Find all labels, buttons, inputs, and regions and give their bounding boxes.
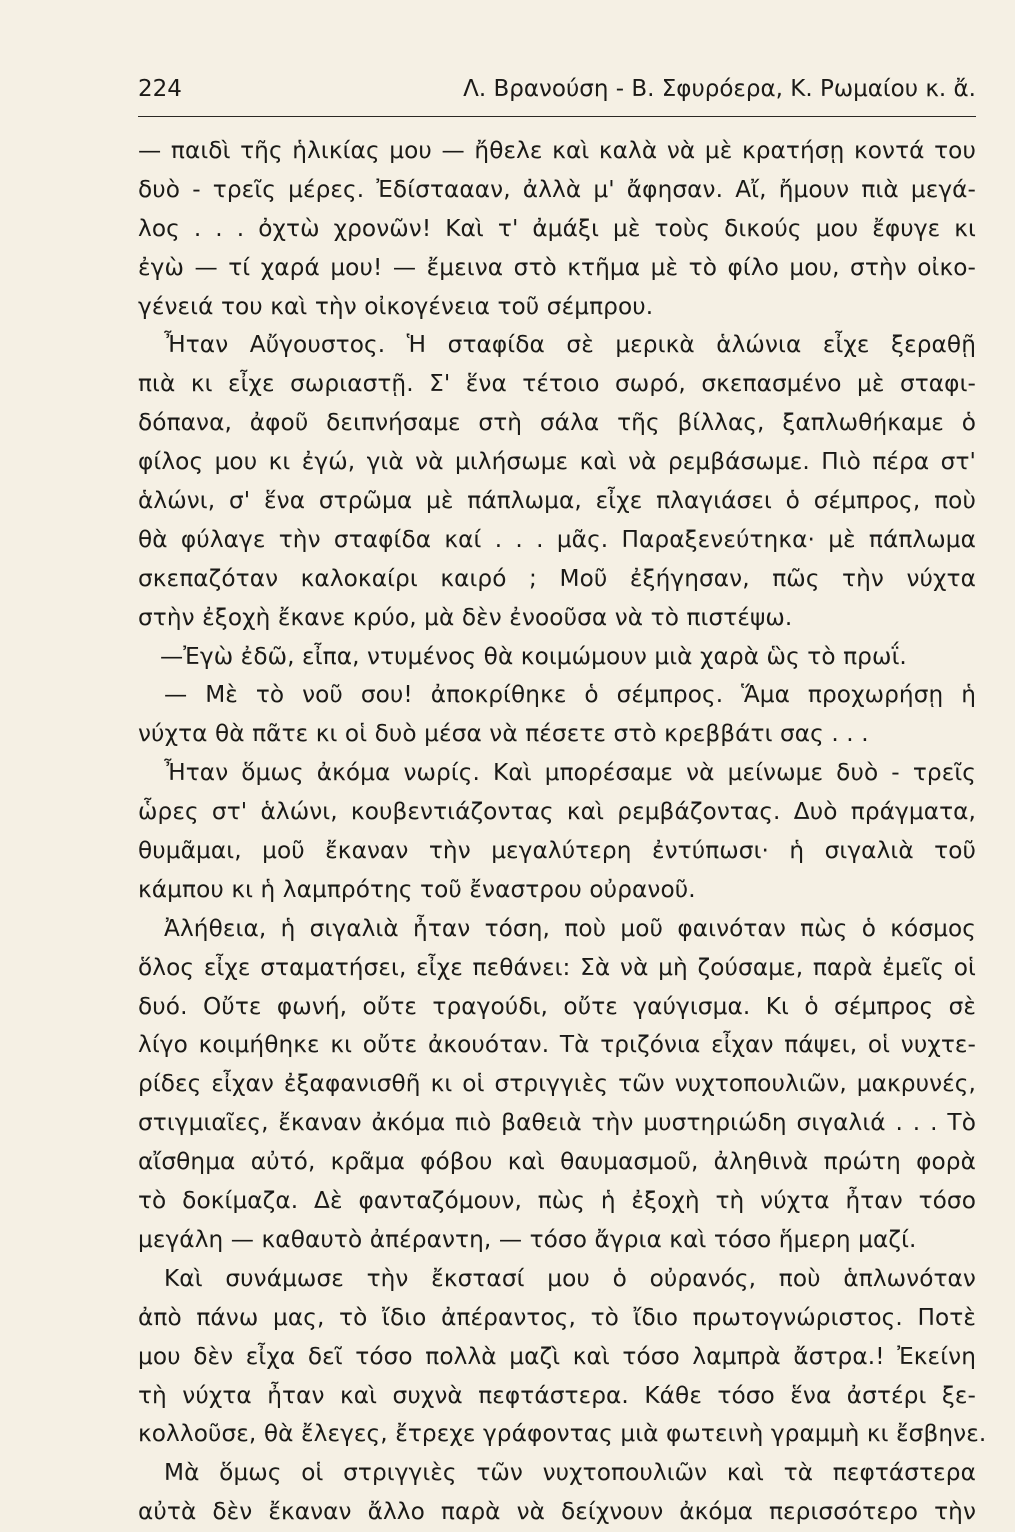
text-line: Ἦταν Αὔγουστος. Ἡ σταφίδα σὲ μερικὰ ἁλώνια εἶχε ξεραθῇ [164,331,976,359]
text-line: θυμᾶμαι, μοῦ ἔκαναν τὴν μεγαλύτερη ἐντύπωσι· ἡ σιγαλιὰ τοῦ [138,837,976,865]
text-line: ἁλώνι, σ' ἕνα στρῶμα μὲ πάπλωμα, εἶχε πλαγιάσει ὁ σέμπρος, ποὺ [138,487,976,515]
text-line: τὴ νύχτα ἦταν καὶ συχνὰ πεφτάστερα. Κάθε τόσο ἕνα ἀστέρι ξε- [138,1381,976,1409]
text-line: ἐγὼ — τί χαρά μου! — ἔμεινα στὸ κτῆμα μὲ τὸ φίλο μου, στὴν οἰκο- [138,253,976,281]
text-line: θὰ φύλαγε τὴν σταφίδα καί . . . μᾶς. Παραξενεύτηκα· μὲ πάπλωμα [138,525,976,553]
text-line: τὸ δοκίμαζα. Δὲ φανταζόμουν, πὼς ἡ ἐξοχὴ τὴ νύχτα ἦταν τόσο [138,1187,976,1215]
page-header [138,72,976,108]
text-line: γένειά του καὶ τὴν οἰκογένεια τοῦ σέμπρου. [138,292,654,320]
text-line: αἴσθημα αὐτό, κρᾶμα φόβου καὶ θαυμασμοῦ, ἀληθινὰ πρώτη φορὰ [138,1148,976,1176]
text-line: ὅλος εἶχε σταματήσει, εἶχε πεθάνει: Σὰ νὰ μὴ ζούσαμε, παρὰ ἐμεῖς οἱ [138,953,976,981]
text-line: —Ἐγὼ ἐδῶ, εἶπα, ντυμένος θὰ κοιμώμουν μιὰ χαρὰ ὣς τὸ πρωΐ. [160,642,907,670]
text-line: δυό. Οὔτε φωνή, οὔτε τραγούδι, οὔτε γαύγισμα. Κι ὁ σέμπρος σὲ [138,992,976,1020]
text-line: φίλος μου κι ἐγώ, γιὰ νὰ μιλήσωμε καὶ νὰ ρεμβάσωμε. Πιὸ πέρα στ' [138,448,976,476]
text-line: — Μὲ τὸ νοῦ σου! ἀποκρίθηκε ὁ σέμπρος. Ἅμα προχωρήσῃ ἡ [164,681,976,709]
text-line: δυὸ - τρεῖς μέρες. Ἐδίσταααν, ἀλλὰ μ' ἄφησαν. Αἴ, ἤμουν πιὰ μεγά- [138,175,976,203]
text-line: Ἀλήθεια, ἡ σιγαλιὰ ἦταν τόση, ποὺ μοῦ φαινόταν πὼς ὁ κόσμος [164,914,976,942]
text-line: μεγάλη — καθαυτὸ ἀπέραντη, — τόσο ἄγρια καὶ τόσο ἥμερη μαζί. [138,1225,917,1253]
text-line: λος . . . ὀχτὼ χρονῶν! Καὶ τ' ἀμάξι μὲ τοὺς δικούς μου ἔφυγε κι [138,214,976,242]
text-line: ἀπὸ πάνω μας, τὸ ἴδιο ἀπέραντος, τὸ ἴδιο πρωτογνώριστος. Ποτὲ [138,1303,976,1331]
text-line: σκεπαζόταν καλοκαίρι καιρό ; Μοῦ ἐξήγησαν, πῶς τὴν νύχτα [138,564,976,592]
text-line: λίγο κοιμήθηκε κι οὔτε ἀκουόταν. Τὰ τριζόνια εἶχαν πάψει, οἱ νυχτε- [138,1031,976,1059]
running-head: Λ. Βρανούση - Β. Σφυρόερα, Κ. Ρωμαίου κ. ἄ. [463,76,976,102]
page-number: 224 [138,76,182,102]
header-rule [138,116,976,117]
text-line: μου δὲν εἶχα δεῖ τόσο πολλὰ μαζὶ καὶ τόσο λαμπρὰ ἄστρα.! Ἐκείνη [138,1342,976,1370]
text-line: στὴν ἐξοχὴ ἔκανε κρύο, μὰ δὲν ἐνοοῦσα νὰ τὸ πιστέψω. [138,603,793,631]
text-line: Ἦταν ὅμως ἀκόμα νωρίς. Καὶ μπορέσαμε νὰ μείνωμε δυὸ - τρεῖς [164,759,976,787]
text-line: δόπανα, ἀφοῦ δειπνήσαμε στὴ σάλα τῆς βίλλας, ξαπλωθήκαμε ὁ [138,409,976,437]
text-line: πιὰ κι εἶχε σωριαστῇ. Σ' ἕνα τέτοιο σωρό, σκεπασμένο μὲ σταφι- [138,370,976,398]
text-line: στιγμιαῖες, ἔκαναν ἀκόμα πιὸ βαθειὰ τὴν μυστηριώδη σιγαλιά . . . Τὸ [138,1109,976,1137]
text-line: Μὰ ὅμως οἱ στριγγιὲς τῶν νυχτοπουλιῶν καὶ τὰ πεφτάστερα [164,1459,976,1487]
text-line: κάμπου κι ἡ λαμπρότης τοῦ ἔναστρου οὐρανοῦ. [138,875,696,903]
text-line: ρίδες εἶχαν ἐξαφανισθῆ κι οἱ στριγγιὲς τῶν νυχτοπουλιῶν, μακρυνές, [138,1070,976,1098]
text-line: κολλοῦσε, θὰ ἔλεγες, ἔτρεχε γράφοντας μιὰ φωτεινὴ γραμμὴ κι ἔσβηνε. [138,1420,987,1448]
body-text [138,132,987,1532]
text-line: — παιδὶ τῆς ἡλικίας μου — ἤθελε καὶ καλὰ νὰ μὲ κρατήσῃ κοντά του [138,137,976,164]
text-line: αὐτὰ δὲν ἔκαναν ἄλλο παρὰ νὰ δείχνουν ἀκόμα περισσότερο τὴν [138,1498,976,1526]
text-line: νύχτα θὰ πᾶτε κι οἱ δυὸ μέσα νὰ πέσετε στὸ κρεββάτι σας . . . [138,720,869,748]
text-line: Καὶ συνάμωσε τὴν ἔκστασί μου ὁ οὐρανός, ποὺ ἁπλωνόταν [164,1264,976,1292]
text-line: ὧρες στ' ἁλώνι, κουβεντιάζοντας καὶ ρεμβάζοντας. Δυὸ πράγματα, [138,798,976,826]
